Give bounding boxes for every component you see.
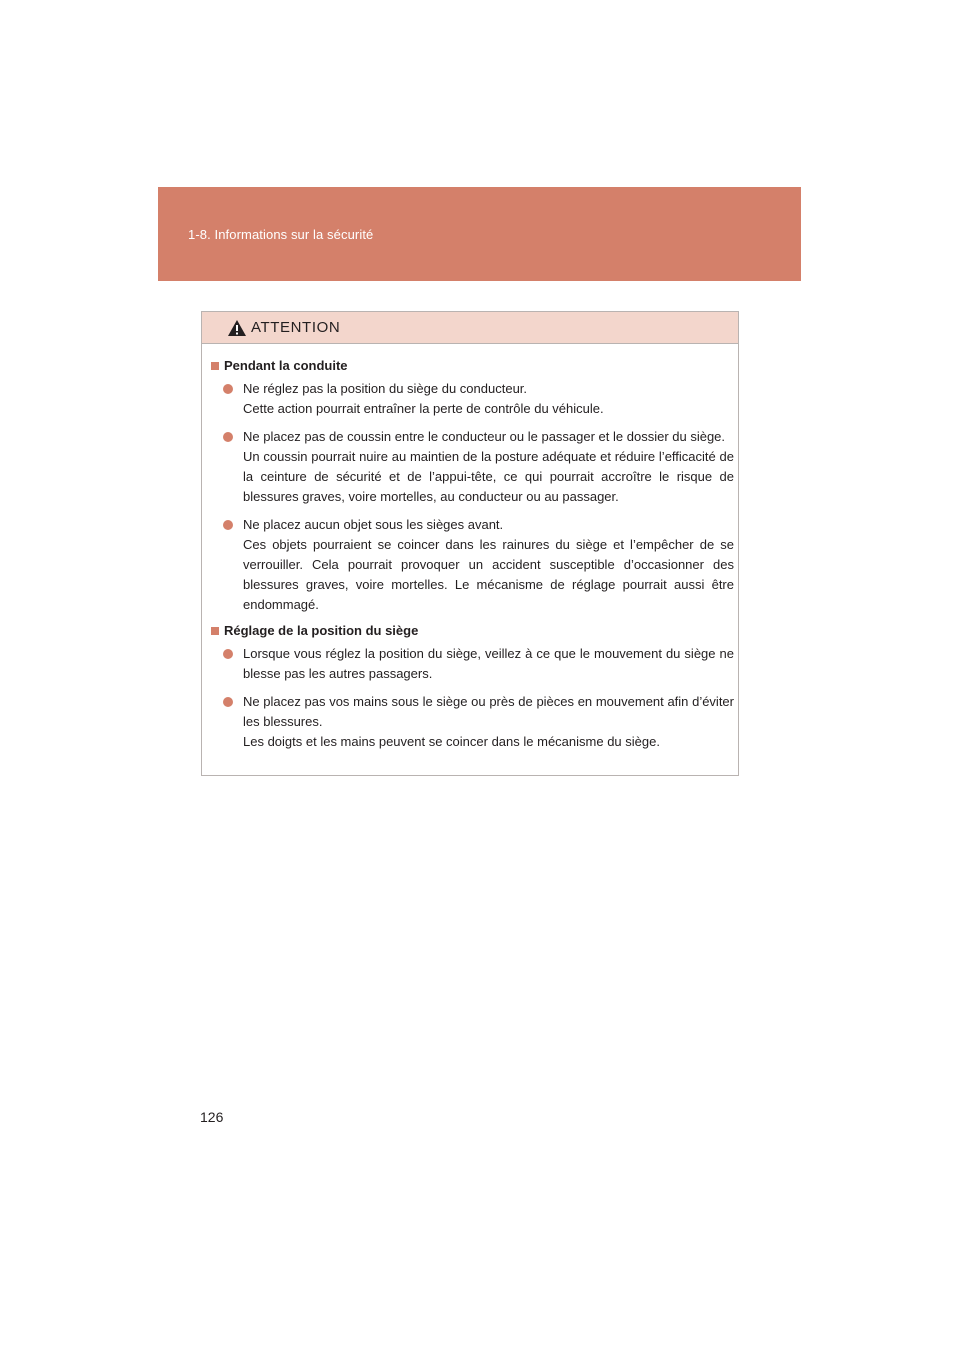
section-title: 1-8. Informations sur la sécurité (188, 227, 374, 242)
warning-item-text: Ne placez pas de coussin entre le conducteur ou le passager et le dossier du siège. (243, 429, 726, 444)
round-bullet-icon (223, 384, 233, 394)
section-title-text: Réglage de la position du siège (224, 623, 419, 638)
warning-item-text: Un coussin pourrait nuire au maintien de la posture adéquate et réduire l’efficacité de la ceinture de sécurité et de l’appui-tête, ce qui pourrait accroître le risque de blessures graves, voire mortelles, au conducteur ou au passager. (243, 449, 734, 504)
warning-item-text: Ne réglez pas la position du siège du conducteur. (243, 381, 528, 396)
warning-item (211, 379, 734, 419)
square-bullet-icon (211, 362, 219, 370)
warning-triangle-icon (227, 319, 247, 337)
warning-item (211, 427, 734, 507)
warning-label: ATTENTION (251, 319, 341, 336)
warning-section-title (211, 623, 734, 638)
warning-item-list (211, 644, 734, 752)
warning-item-list (211, 379, 734, 615)
warning-item-text: Ces objets pourraient se coincer dans les rainures du siège et l’empêcher de se verrouiller. Cela pourrait provoquer un accident susceptible d’occasionner des blessures graves, voire mortelles. Le mécanisme de réglage pourrait aussi être endommagé. (243, 537, 734, 612)
round-bullet-icon (223, 649, 233, 659)
square-bullet-icon (211, 627, 219, 635)
warning-item-text: Lorsque vous réglez la position du siège, veillez à ce que le mouvement du siège ne blesse pas les autres passagers. (243, 646, 734, 681)
warning-item (211, 692, 734, 752)
round-bullet-icon (223, 520, 233, 530)
warning-item-text: Cette action pourrait entraîner la perte de contrôle du véhicule. (243, 401, 604, 416)
warning-item (211, 644, 734, 684)
warning-item-text: Les doigts et les mains peuvent se coincer dans le mécanisme du siège. (243, 734, 660, 749)
warning-item (211, 515, 734, 615)
warning-box (201, 311, 739, 776)
page-number: 126 (200, 1109, 224, 1125)
warning-item-text: Ne placez pas vos mains sous le siège ou près de pièces en mouvement afin d’éviter les blessures. (243, 694, 734, 729)
warning-section-title (211, 358, 734, 373)
round-bullet-icon (223, 432, 233, 442)
warning-item-text: Ne placez aucun objet sous les sièges avant. (243, 517, 504, 532)
section-title-text: Pendant la conduite (224, 358, 348, 373)
round-bullet-icon (223, 697, 233, 707)
section-header-band (158, 187, 801, 281)
warning-body (202, 344, 738, 752)
warning-header (202, 312, 738, 344)
